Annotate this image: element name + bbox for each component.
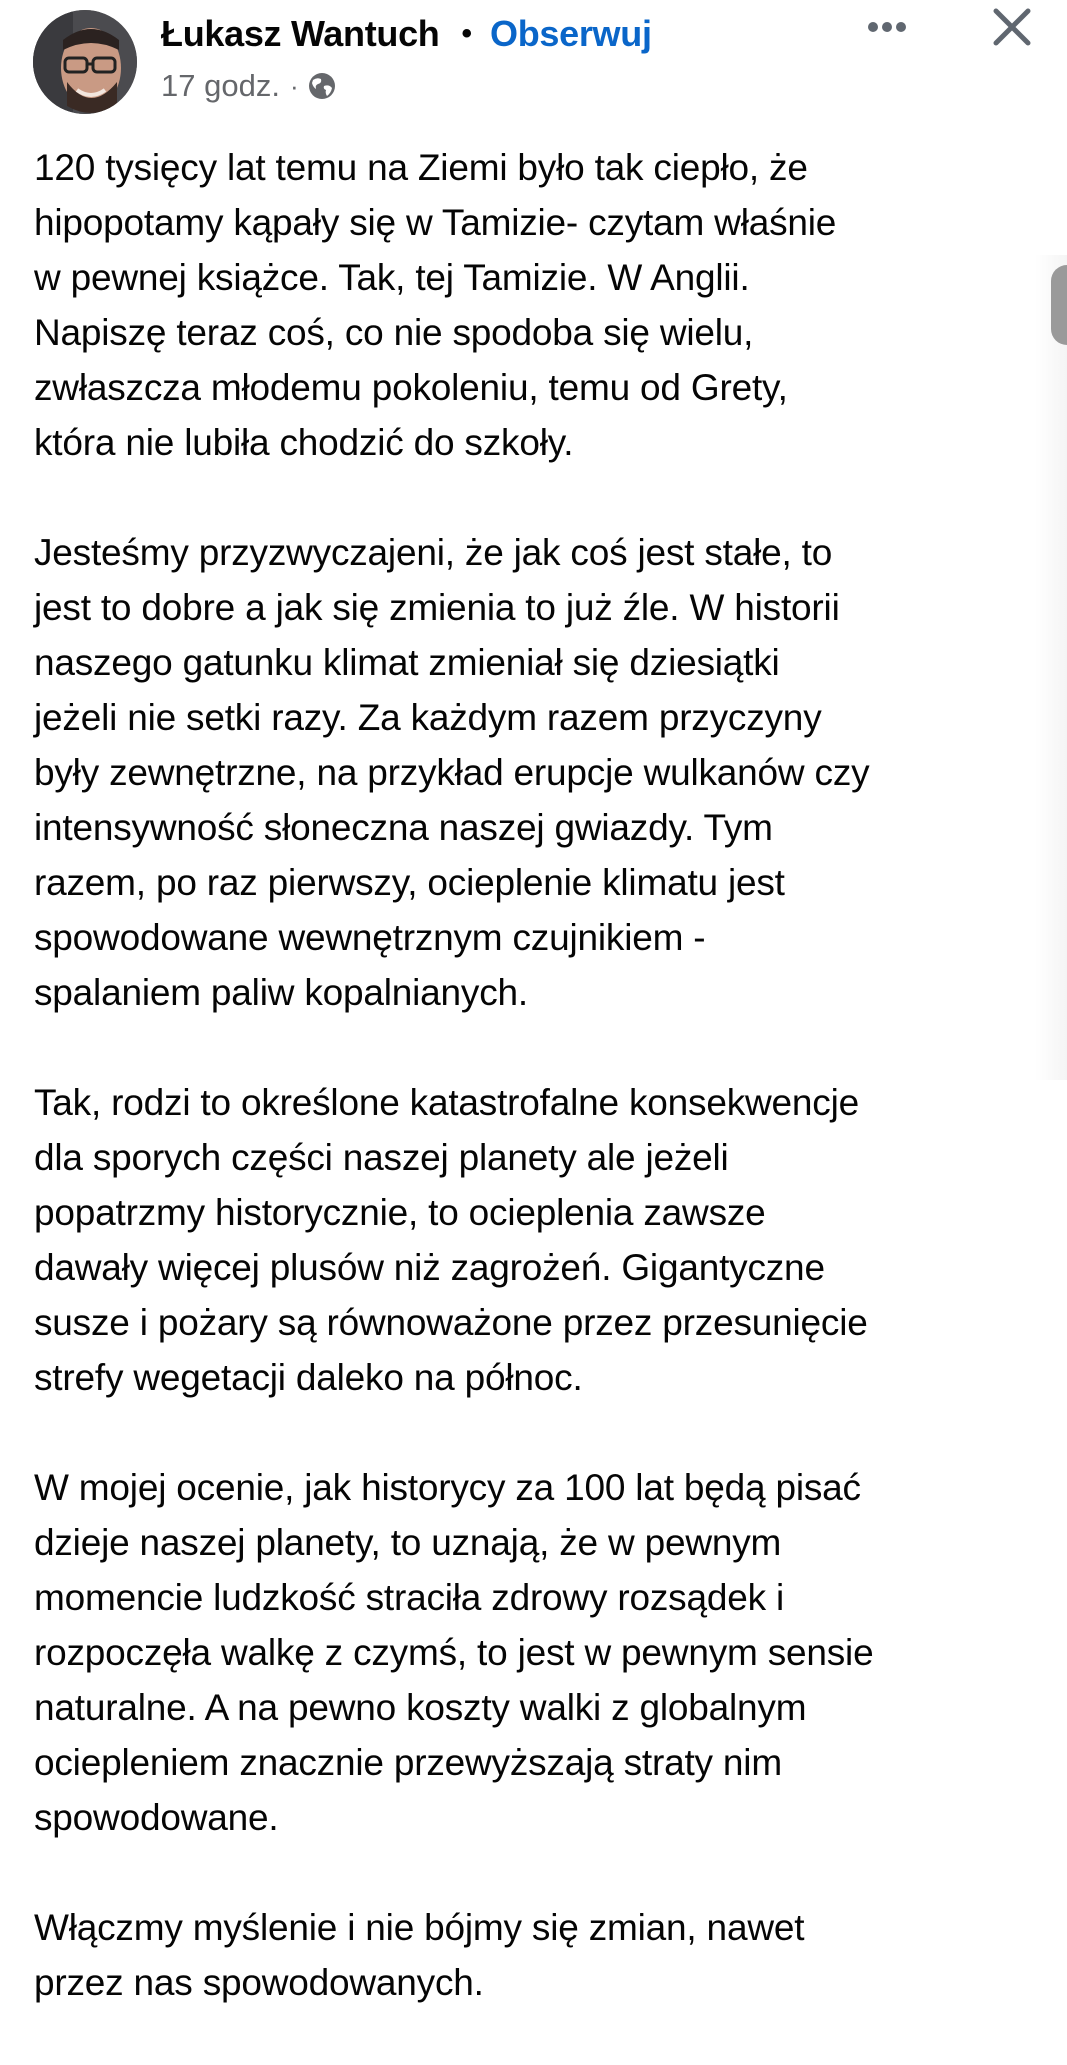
text-line: momencie ludzkość straciła zdrowy rozsądek i: [34, 1577, 784, 1618]
post-paragraph: [34, 140, 1034, 470]
text-line: jest to dobre a jak się zmienia to już źle. W historii: [34, 587, 840, 628]
text-line: przez nas spowodowanych.: [34, 1962, 484, 2003]
text-line: Tak, rodzi to określone katastrofalne konsekwencje: [34, 1082, 859, 1123]
globe-icon: [307, 71, 337, 101]
text-line: spalaniem paliw kopalnianych.: [34, 972, 528, 1013]
post-paragraph: [34, 1460, 1034, 1845]
text-line: rozpoczęła walkę z czymś, to jest w pewnym sensie: [34, 1632, 874, 1673]
text-line: strefy wegetacji daleko na północ.: [34, 1357, 583, 1398]
post-meta: [161, 66, 337, 106]
text-line: zwłaszcza młodemu pokoleniu, temu od Grety,: [34, 367, 788, 408]
text-line: były zewnętrzne, na przykład erupcje wulkanów czy: [34, 752, 870, 793]
scrollbar-track[interactable]: [1035, 255, 1067, 1080]
more-options-icon: [868, 22, 878, 32]
text-line: Włączmy myślenie i nie bójmy się zmian, nawet: [34, 1907, 805, 1948]
more-options-icon-dot: [882, 22, 892, 32]
post-paragraph: [34, 525, 1034, 1020]
author-name[interactable]: Łukasz Wantuch: [161, 13, 440, 54]
author-line: [161, 10, 652, 58]
separator-dot: •: [461, 17, 473, 50]
post-paragraph: [34, 1900, 1034, 2010]
scrollbar-thumb[interactable]: [1051, 265, 1067, 345]
text-line: Napiszę teraz coś, co nie spodoba się wielu,: [34, 312, 754, 353]
text-line: dawały więcej plusów niż zagrożeń. Gigantyczne: [34, 1247, 825, 1288]
text-line: ociepleniem znacznie przewyższają straty nim: [34, 1742, 782, 1783]
post-text: [34, 140, 1034, 2065]
text-line: hipopotamy kąpały się w Tamizie- czytam właśnie: [34, 202, 837, 243]
text-line: popatrzmy historycznie, to ocieplenia zawsze: [34, 1192, 766, 1233]
text-line: spowodowane wewnętrznym czujnikiem -: [34, 917, 706, 958]
text-line: 120 tysięcy lat temu na Ziemi było tak ciepło, że: [34, 147, 808, 188]
post-paragraph: [34, 1075, 1034, 1405]
text-line: naturalne. A na pewno koszty walki z globalnym: [34, 1687, 807, 1728]
close-icon: [990, 5, 1034, 49]
more-options-icon-dot: [896, 22, 906, 32]
text-line: w pewnej książce. Tak, tej Tamizie. W Anglii.: [34, 257, 750, 298]
meta-separator: ·: [289, 70, 299, 101]
author-avatar[interactable]: [33, 10, 137, 114]
text-line: naszego gatunku klimat zmieniał się dziesiątki: [34, 642, 780, 683]
text-line: susze i pożary są równoważone przez przesunięcie: [34, 1302, 868, 1343]
text-line: jeżeli nie setki razy. Za każdym razem przyczyny: [34, 697, 822, 738]
avatar-photo-icon: [33, 10, 137, 114]
text-line: intensywność słoneczna naszej gwiazdy. Tym: [34, 807, 773, 848]
text-line: dla sporych części naszej planety ale jeżeli: [34, 1137, 729, 1178]
post-header: [0, 0, 1067, 130]
text-line: spowodowane.: [34, 1797, 279, 1838]
text-line: W mojej ocenie, jak historycy za 100 lat będą pisać: [34, 1467, 861, 1508]
text-line: która nie lubiła chodzić do szkoły.: [34, 422, 574, 463]
text-line: dzieje naszej planety, to uznają, że w pewnym: [34, 1522, 782, 1563]
more-options-button[interactable]: [862, 12, 912, 42]
follow-button[interactable]: Obserwuj: [490, 13, 652, 54]
close-button[interactable]: [990, 5, 1034, 49]
text-line: Jesteśmy przyzwyczajeni, że jak coś jest stałe, to: [34, 532, 833, 573]
text-line: razem, po raz pierwszy, ocieplenie klimatu jest: [34, 862, 785, 903]
post-timestamp[interactable]: 17 godz.: [161, 68, 280, 103]
